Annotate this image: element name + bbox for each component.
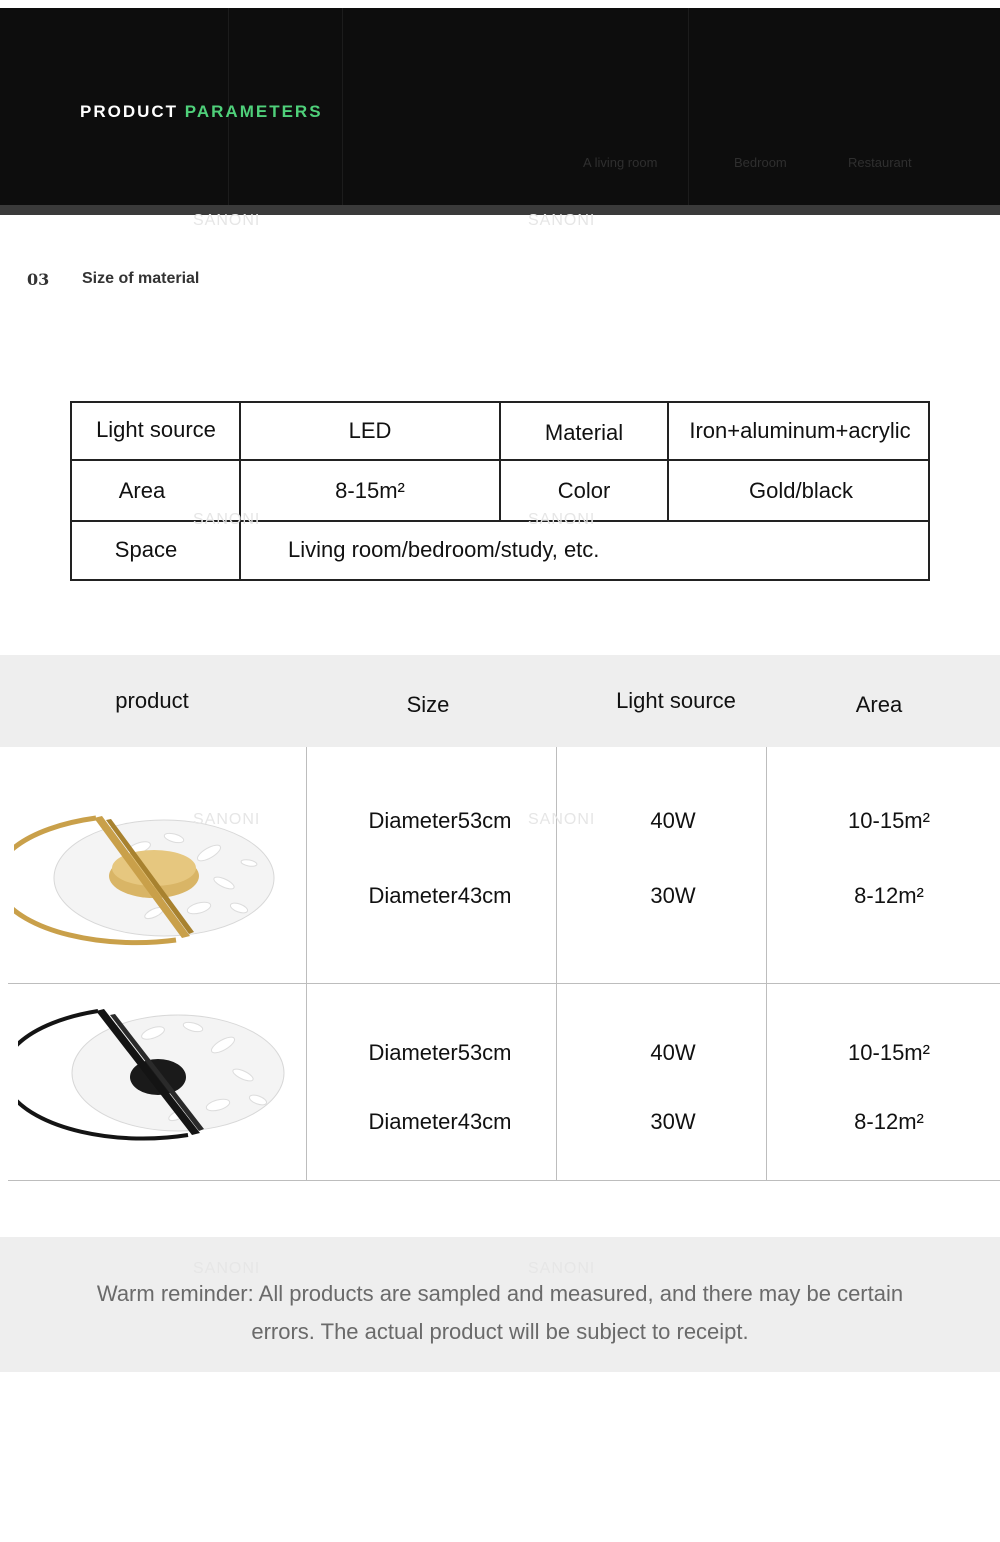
row1-power-small: 30W [650, 883, 696, 908]
banner-title [80, 102, 323, 122]
row2-power-small: 30W [650, 1109, 696, 1134]
spec-label-color: Color [557, 478, 611, 503]
watermark: SANONI [528, 811, 596, 828]
watermark: SANONI [528, 212, 596, 229]
banner-title-accent: PARAMETERS [184, 102, 323, 121]
spec-label-space: Space [114, 537, 178, 562]
section-number: 03 [27, 270, 50, 289]
spec-table [70, 401, 930, 581]
row2-area-small: 8-12m² [854, 1109, 924, 1134]
row1-area-small: 8-12m² [854, 883, 924, 908]
watermark: SANONI [193, 212, 261, 229]
banner-divider [342, 8, 343, 206]
banner-strip [0, 205, 1000, 215]
reminder-line-1: Warm reminder: All products are sampled and measured, and there may be certain [96, 1281, 904, 1306]
row1-size-large: Diameter53cm [368, 808, 512, 833]
row-divider [8, 1180, 1000, 1181]
watermark: SANONI [528, 511, 596, 528]
row2-size-small: Diameter43cm [368, 1109, 512, 1134]
reminder-line-2: errors. The actual product will be subject to receipt. [251, 1319, 749, 1344]
spec-value-color: Gold/black [749, 478, 853, 503]
spec-label-area: Area [118, 478, 166, 503]
spec-label-material: Material [544, 420, 624, 445]
watermark: SANONI [193, 511, 261, 528]
room-label-living: A living room [583, 155, 658, 170]
reminder-text [50, 1275, 950, 1351]
black-lamp-image [18, 1005, 290, 1145]
header-product: product [115, 688, 189, 713]
watermark: SANONI [193, 1260, 261, 1277]
room-label-restaurant: Restaurant [848, 155, 912, 170]
row-divider [8, 983, 1000, 984]
row1-size-small: Diameter43cm [368, 883, 512, 908]
column-divider [306, 747, 307, 1180]
header-area: Area [855, 692, 903, 717]
row1-power-large: 40W [650, 808, 696, 833]
spec-value-area: 8-15m² [335, 478, 405, 503]
room-label-bedroom: Bedroom [734, 155, 787, 170]
watermark: SANONI [193, 811, 261, 828]
banner-title-part: PRODUCT [80, 102, 179, 121]
row2-size-large: Diameter53cm [368, 1040, 512, 1065]
spec-label-light-source: Light source [96, 417, 216, 442]
header-light-source: Light source [616, 688, 736, 713]
table-border [70, 579, 930, 581]
header-size: Size [406, 692, 450, 717]
banner-divider [688, 8, 689, 206]
watermark: SANONI [528, 1260, 596, 1277]
spec-value-light-source: LED [348, 418, 392, 443]
gold-lamp-image [14, 808, 286, 948]
row1-area-large: 10-15m² [848, 808, 930, 833]
spec-value-material: Iron+aluminum+acrylic [689, 418, 911, 443]
row2-power-large: 40W [650, 1040, 696, 1065]
section-title: Size of material [82, 270, 200, 287]
row2-area-large: 10-15m² [848, 1040, 930, 1065]
spec-value-space: Living room/bedroom/study, etc. [288, 537, 600, 562]
